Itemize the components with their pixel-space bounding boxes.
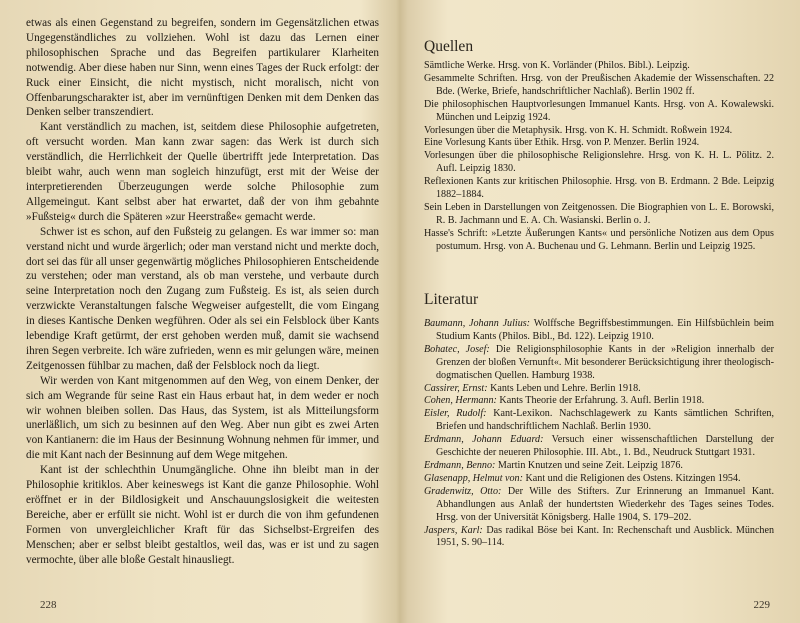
source-entry: Die philosophischen Hauptvorlesungen Immanuel Kants. Hrsg. von A. Kowalewski. München und Leipzig 1924. bbox=[424, 98, 774, 123]
source-entry: Vorlesungen über die philosophische Religionslehre. Hrsg. von K. H. L. Pölitz. 2. Aufl. Leipzig 1830. bbox=[424, 150, 774, 175]
source-entry: Hasse's Schrift: »Letzte Äußerungen Kants« und persönliche Notizen aus dem Opus postumum. Hrsg. von A. Buchenau und G. Lehmann. Berlin und Leipzig 1925. bbox=[424, 227, 774, 252]
page-number: 228 bbox=[40, 599, 57, 611]
entry-author: Cassirer, Ernst: bbox=[424, 382, 488, 394]
entry-text: Die Religionsphilosophie Kants in der »Religion innerhalb der Grenzen der bloßen Vernunft«. Mit besonderer Berücksichtigung ihrer theologisch-dogmatischen Quellen. Hamburg 1938. bbox=[436, 343, 774, 381]
entry-author: Gradenwitz, Otto: bbox=[424, 485, 502, 497]
entry-text: Wolffsche Begriffsbestimmungen. Ein Hilfsbüchlein beim Studium Kants (Philos. Bibl., Bd. 122). Leipzig 1910. bbox=[436, 318, 774, 342]
page-number: 229 bbox=[753, 599, 770, 611]
entry-text: Martin Knutzen und seine Zeit. Leipzig 1876. bbox=[497, 459, 683, 471]
section-title-literatur: Literatur bbox=[424, 291, 479, 308]
left-page bbox=[0, 0, 398, 623]
right-page bbox=[402, 0, 800, 623]
entry-text: Kants Leben und Lehre. Berlin 1918. bbox=[490, 382, 641, 394]
literature-entry bbox=[424, 395, 774, 408]
entry-text: Versuch einer wissenschaftlichen Darstellung der Geschichte der neueren Philosophie. III. Abt., 1. Bd., Neudruck Stuttgart 1931. bbox=[436, 434, 774, 459]
entry-author: Erdmann, Benno: bbox=[424, 459, 496, 471]
entry-text: Der Wille des Stifters. Zur Erinnerung an Immanuel Kant. Abhandlungen aus Anlaß der hundertsten Wiederkehr des Tages seines Todes. Hrsg. von der Universität Königsberg. Halle 1904, S. 179–202. bbox=[436, 485, 774, 523]
entry-text: Kant und die Religionen des Ostens. Kitzingen 1954. bbox=[525, 472, 741, 484]
paragraph: Kant verständlich zu machen, ist, seitdem diese Philosophie aufgetreten, oft versucht worden. Man kann zwar sagen: das Werk ist durch sich verständlich, die Herrlichkeit der Quelle übertrifft jede Interpretation. Das bleibt wahr, auch wenn man sogleich hinzufügt, erst mit der Weise der interpretierenden Überzeugungen werde solche Philosophie zum Allgemeingut. Kant selbst aber hat erwartet, daß der von ihm gebahnte »Fußsteig« durch die Späteren »zur Heerstraße« gemacht werde. bbox=[26, 121, 379, 223]
entry-author: Eisler, Rudolf: bbox=[424, 408, 487, 420]
literature-entry bbox=[424, 318, 774, 344]
literature-entry bbox=[424, 486, 774, 525]
literature-entry bbox=[424, 408, 774, 434]
paragraph: Kant ist der schlechthin Unumgängliche. Ohne ihn bleibt man in der Philosophie kritiklos. Aber keineswegs ist Kant die ganze Philosophie. Wohl eröffnet er in der Bildlosigkeit und Anschauungslosigkeit die weitesten Bereiche, aber er erfüllt sie nicht. Wohl ist er durch die von ihm gefundenen Formen von unvergleichlicher Kraft für das Sichselbst-Ergreifen des Menschen; aber er selbst bleibt gestaltlos, weil das, was er ist und zu sagen vermochte, über alle bloße Gestalt hinausliegt. bbox=[26, 464, 379, 566]
source-entry: Reflexionen Kants zur kritischen Philosophie. Hrsg. von B. Erdmann. 2 Bde. Leipzig 1882–1884. bbox=[424, 176, 774, 201]
quellen-list bbox=[424, 60, 774, 254]
literature-entry bbox=[424, 460, 774, 473]
paragraph: etwas als einen Gegenstand zu begreifen, sondern im Gegensätzlichen etwas Ungegenständliches zu vollziehen. Wohl ist dazu das Lernen einer philosophischen Sprache und das Begreifen partikularer Klarheiten notwendig. Aber diese haben nur Sinn, wenn eines Tages der Ruck erfolgt: der Ruck einer Einsicht, die nicht mystisch, nicht moralisch, nicht von Offenbarungscharakter ist, aber im vernünftigen Denken mit dem Denken das Denken selber transzendiert. bbox=[26, 17, 379, 119]
body-text bbox=[26, 16, 379, 568]
source-entry: Sein Leben in Darstellungen von Zeitgenossen. Die Biographien von L. E. Borowski, R. B. Jachmann und E. A. Ch. Wasianski. Berlin o. J. bbox=[424, 201, 774, 226]
literatur-list bbox=[424, 318, 774, 550]
literature-entry bbox=[424, 344, 774, 383]
entry-text: Kants Theorie der Erfahrung. 3. Aufl. Berlin 1918. bbox=[499, 395, 705, 407]
paragraph: Wir werden von Kant mitgenommen auf den Weg, von einem Denker, der sich am Wegrande für seine Rast ein Haus erbaut hat, in dem weder er noch wir wohnen bleiben sollen. Das Haus, das System, ist als Mitteilungsform unerläßlich, um sich zu besinnen auf den Weg. Aber nun gibt es zwei Arten von Kantianern: die im Haus der Besinnung Wohnung nehmen für immer, und die mit Kant nach der Besinnung auf dem Wege mitgehen. bbox=[26, 374, 379, 462]
source-entry: Gesammelte Schriften. Hrsg. von der Preußischen Akademie der Wissenschaften. 22 Bde. (Werke, Briefe, handschriftlicher Nachlaß). Berlin 1902 ff. bbox=[424, 72, 774, 97]
entry-text: Kant-Lexikon. Nachschlagewerk zu Kants sämtlichen Schriften, Briefen und handschriftlichem Nachlaß. Berlin 1930. bbox=[436, 408, 774, 433]
entry-author: Baumann, Johann Julius: bbox=[424, 318, 531, 329]
section-title-quellen: Quellen bbox=[424, 38, 474, 55]
entry-text: Das radikal Böse bei Kant. In: Rechenschaft und Ausblick. München 1951, S. 90–114. bbox=[436, 524, 774, 549]
literature-entry bbox=[424, 473, 774, 486]
source-entry: Eine Vorlesung Kants über Ethik. Hrsg. von P. Menzer. Berlin 1924. bbox=[424, 137, 700, 149]
literature-entry bbox=[424, 383, 774, 396]
literature-entry bbox=[424, 525, 774, 551]
entry-author: Cohen, Hermann: bbox=[424, 395, 497, 407]
paragraph: Schwer ist es schon, auf den Fußsteig zu gelangen. Es war immer so: man verstand nicht und wurde ärgerlich; oder man verstand nicht und merkte doch, dort sei das für all unser gegenwärtig mögliches Philosophieren Entscheidende zu verstehen; oder man verstand, als ob man verstehe, und verbaute durch seine Interpretation noch den Zugang zum Fußsteig. Es ist, als seien durch verzwickte Veranstaltungen falsche Wegweiser aufgestellt, die vom Eingang in dieses Kantische Denken wegführen. Oder als sei ein Felsblock über Kants lebendige Kraft getürmt, der erst gehoben werden muß, damit sie wachsend ihren Segen verbreite. Ich wäre zufrieden, wenn es mir gelungen wäre, meinen Zeitgenossen fühlbar zu machen, daß der Felsblock noch da liegt. bbox=[26, 225, 379, 372]
source-entry: Sämtliche Werke. Hrsg. von K. Vorländer (Philos. Bibl.). Leipzig. bbox=[424, 60, 690, 71]
entry-author: Erdmann, Johann Eduard: bbox=[424, 434, 544, 446]
entry-author: Jaspers, Karl: bbox=[424, 524, 483, 536]
source-entry: Vorlesungen über die Metaphysik. Hrsg. von K. H. Schmidt. Roßwein 1924. bbox=[424, 124, 733, 136]
entry-author: Bohatec, Josef: bbox=[424, 343, 490, 355]
literature-entry bbox=[424, 434, 774, 460]
entry-author: Glasenapp, Helmut von: bbox=[424, 472, 523, 484]
